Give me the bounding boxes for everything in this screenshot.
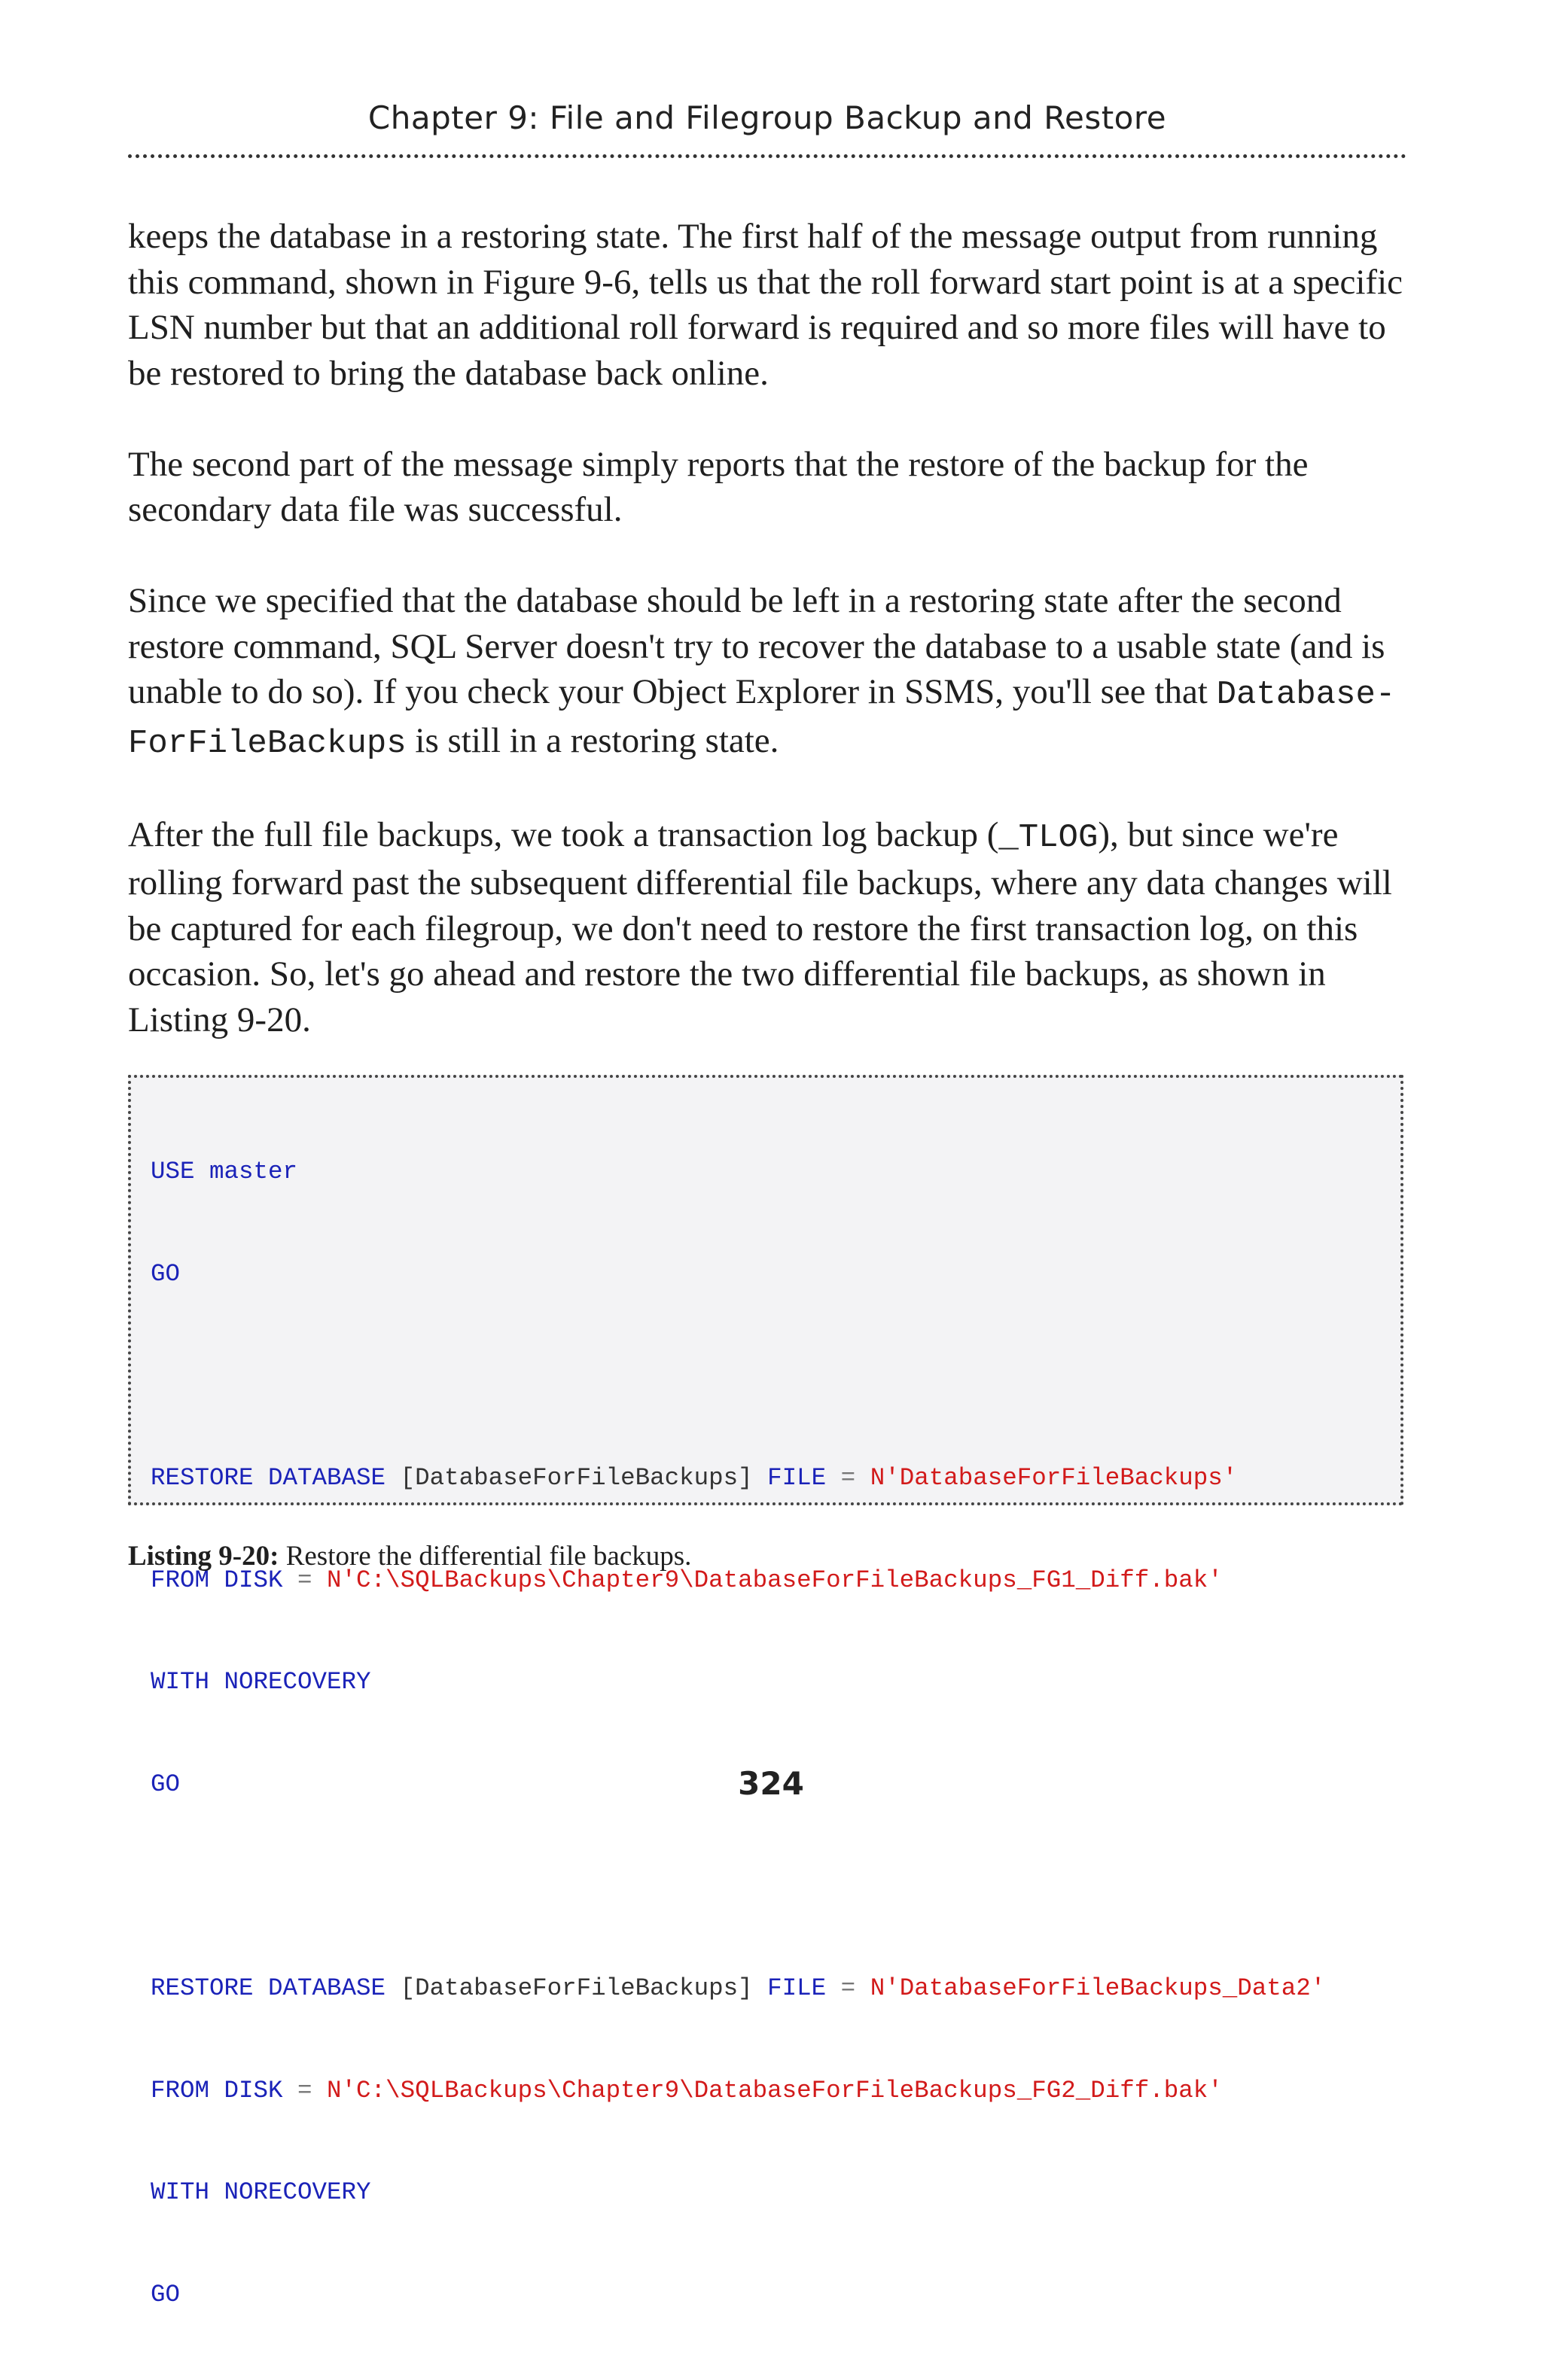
code-line	[151, 2074, 1325, 2108]
code-listing	[151, 1087, 1325, 2380]
paragraph-4-text-b: ), but since we're rolling forward past the subsequent differential file backups, where any data changes will be captured for each filegroup, we don't need to restore the first transaction log, on this occasion. So, let's go ahead and restore the two differential file backups, as shown in Listing 9-20.	[128, 814, 1392, 1039]
code-identifier: [DatabaseForFileBackups]	[386, 1974, 768, 2003]
code-keyword: WITH NORECOVERY	[151, 1668, 371, 1697]
code-line	[151, 1971, 1325, 2005]
code-line	[151, 1257, 1325, 1291]
running-head: Chapter 9: File and Filegroup Backup and Restore	[367, 99, 1167, 136]
code-line	[151, 1155, 1325, 1188]
code-string: N'C:\SQLBackups\Chapter9\DatabaseForFileBackups_FG1_Diff.bak'	[327, 1566, 1223, 1594]
code-keyword: FILE	[767, 1464, 827, 1493]
code-string: N'DatabaseForFileBackups'	[870, 1464, 1238, 1493]
body-text	[128, 214, 1412, 1042]
code-keyword: RESTORE DATABASE	[151, 1464, 386, 1493]
code-string: N'DatabaseForFileBackups_Data2'	[870, 1974, 1326, 2003]
inline-code-tlog: _TLOG	[998, 818, 1099, 857]
code-line-blank	[151, 1870, 1325, 1904]
code-line-blank	[151, 1359, 1325, 1393]
code-keyword: GO	[151, 1260, 181, 1288]
paragraph-2: The second part of the message simply reports that the restore of the backup for the secondary data file was successful.	[128, 444, 1309, 529]
code-line	[151, 1461, 1325, 1495]
code-keyword: FROM DISK	[151, 1566, 283, 1594]
listing-caption	[128, 1540, 691, 1572]
code-identifier: [DatabaseForFileBackups]	[386, 1464, 768, 1493]
paragraph-1: keeps the database in a restoring state. The first half of the message output from running this command, shown in Figure 9-6, tells us that the roll forward start point is at a specific LSN number but that an additional roll forward is required and so more files will have to be restored to bring the database back online.	[128, 217, 1403, 393]
code-keyword: USE master	[151, 1158, 298, 1186]
paragraph-4-text-a: After the full file backups, we took a transaction log backup (	[128, 814, 999, 854]
code-operator: =	[282, 1566, 328, 1594]
code-string: N'C:\SQLBackups\Chapter9\DatabaseForFileBackups_FG2_Diff.bak'	[327, 2076, 1223, 2105]
code-line	[151, 2175, 1325, 2209]
paragraph-3	[128, 578, 1412, 766]
code-keyword: GO	[151, 1770, 181, 1798]
code-keyword: GO	[151, 2280, 181, 2308]
paragraph-3-text-a: Since we specified that the database should be left in a restoring state after the second restore command, SQL Server doesn't try to recover the database to a usable state (and is unable to do so). If you check your Object Explorer in SSMS, you'll see that	[128, 581, 1385, 711]
code-operator: =	[282, 2076, 328, 2105]
code-keyword: RESTORE DATABASE	[151, 1974, 386, 2003]
code-operator: =	[826, 1974, 870, 2003]
header-dotted-rule	[128, 154, 1406, 158]
page-number: 324	[738, 1765, 804, 1802]
paragraph-4	[128, 812, 1412, 1043]
caption-text: Restore the differential file backups.	[279, 1541, 692, 1572]
caption-label: Listing 9-20:	[128, 1541, 279, 1572]
code-operator: =	[826, 1464, 870, 1493]
code-line	[151, 1665, 1325, 1699]
code-keyword: FILE	[767, 1974, 827, 2003]
code-line	[151, 2278, 1325, 2312]
paragraph-3-text-b: is still in a restoring state.	[406, 720, 779, 760]
code-keyword: WITH NORECOVERY	[151, 2178, 371, 2207]
code-keyword: FROM DISK	[151, 2076, 283, 2105]
inline-code-database-name: Database-ForFileBackups	[128, 676, 1396, 762]
